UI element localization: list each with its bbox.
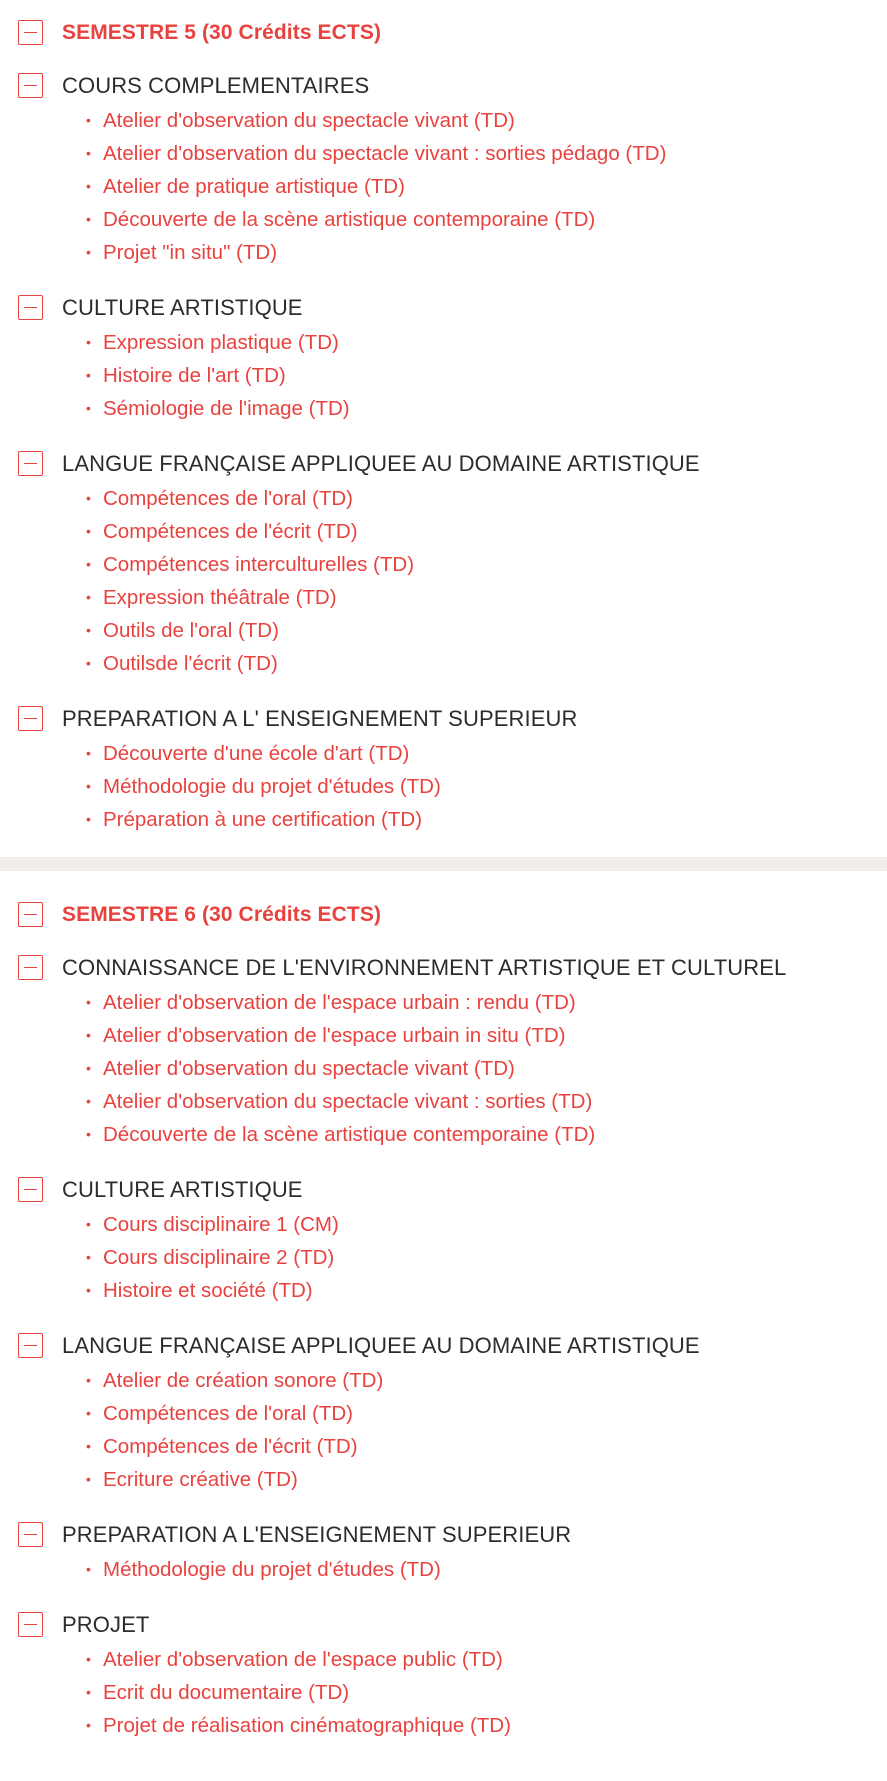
collapse-minus-icon[interactable] <box>18 1333 43 1358</box>
course-link[interactable]: Méthodologie du projet d'études (TD) <box>103 775 441 798</box>
course-item[interactable] <box>86 770 887 803</box>
collapse-minus-icon[interactable] <box>18 955 43 980</box>
bullet-icon: • <box>86 334 91 350</box>
collapse-minus-icon[interactable] <box>18 706 43 731</box>
semester-section <box>0 871 887 1742</box>
group-header-langue-francaise-appliquee-au-domaine-artistique[interactable] <box>18 447 887 480</box>
collapse-minus-icon[interactable] <box>18 1522 43 1547</box>
course-item[interactable] <box>86 581 887 614</box>
course-group <box>18 1518 887 1586</box>
course-item[interactable] <box>86 1430 887 1463</box>
course-item[interactable] <box>86 647 887 680</box>
course-item[interactable] <box>86 737 887 770</box>
bullet-icon: • <box>86 556 91 572</box>
bullet-icon: • <box>86 1684 91 1700</box>
course-item[interactable] <box>86 803 887 836</box>
course-link[interactable]: Atelier de création sonore (TD) <box>103 1369 384 1392</box>
group-title: LANGUE FRANÇAISE APPLIQUEE AU DOMAINE ARTISTIQUE <box>62 1332 700 1358</box>
group-header-preparation-a-l-enseignement-superieur[interactable] <box>18 1518 887 1551</box>
bullet-icon: • <box>86 367 91 383</box>
course-group <box>18 291 887 425</box>
semester-title: SEMESTRE 6 (30 Crédits ECTS) <box>62 902 382 926</box>
bullet-icon: • <box>86 1249 91 1265</box>
course-item[interactable] <box>86 392 887 425</box>
bullet-icon: • <box>86 1093 91 1109</box>
bullet-icon: • <box>86 1282 91 1298</box>
bullet-icon: • <box>86 1027 91 1043</box>
course-item[interactable] <box>86 515 887 548</box>
group-header-connaissance-de-l-environnement-artistique-et-culturel[interactable] <box>18 951 887 984</box>
course-link[interactable]: Histoire et société (TD) <box>103 1279 313 1302</box>
course-link[interactable]: Préparation à une certification (TD) <box>103 808 423 831</box>
bullet-icon: • <box>86 1372 91 1388</box>
course-item[interactable] <box>86 1709 887 1742</box>
course-list <box>18 102 887 269</box>
bullet-icon: • <box>86 1216 91 1232</box>
course-group <box>18 447 887 680</box>
bullet-icon: • <box>86 1471 91 1487</box>
bullet-icon: • <box>86 778 91 794</box>
course-link[interactable]: Découverte d'une école d'art (TD) <box>103 742 410 765</box>
bullet-icon: • <box>86 589 91 605</box>
course-item[interactable] <box>86 236 887 269</box>
collapse-minus-icon[interactable] <box>18 73 43 98</box>
bullet-icon: • <box>86 1561 91 1577</box>
group-title: CULTURE ARTISTIQUE <box>62 1176 303 1202</box>
group-title: CULTURE ARTISTIQUE <box>62 294 303 320</box>
bullet-icon: • <box>86 211 91 227</box>
course-item[interactable] <box>86 1274 887 1307</box>
course-group <box>18 1329 887 1496</box>
course-item[interactable] <box>86 1397 887 1430</box>
course-link[interactable]: Atelier d'observation du spectacle vivant : sorties (TD) <box>103 1090 593 1113</box>
course-item[interactable] <box>86 1019 887 1052</box>
course-list <box>18 480 887 680</box>
collapse-minus-icon[interactable] <box>18 1612 43 1637</box>
course-link[interactable]: Projet "in situ" (TD) <box>103 241 278 264</box>
course-link[interactable]: Projet de réalisation cinématographique (TD) <box>103 1714 511 1737</box>
bullet-icon: • <box>86 1651 91 1667</box>
course-link[interactable]: Atelier d'observation du spectacle vivant (TD) <box>103 1057 515 1080</box>
course-link[interactable]: Ecrit du documentaire (TD) <box>103 1681 350 1704</box>
course-group <box>18 1173 887 1307</box>
group-title: PREPARATION A L'ENSEIGNEMENT SUPERIEUR <box>62 1521 572 1547</box>
course-item[interactable] <box>86 326 887 359</box>
bullet-icon: • <box>86 655 91 671</box>
course-link[interactable]: Cours disciplinaire 1 (CM) <box>103 1213 339 1236</box>
course-item[interactable] <box>86 986 887 1019</box>
group-header-cours-complementaires[interactable] <box>18 69 887 102</box>
course-link[interactable]: Atelier d'observation du spectacle vivant : sorties pédago (TD) <box>103 142 667 165</box>
course-link[interactable]: Découverte de la scène artistique contemporaine (TD) <box>103 1123 596 1146</box>
semester-section <box>0 0 887 857</box>
course-link[interactable]: Ecriture créative (TD) <box>103 1468 298 1491</box>
bullet-icon: • <box>86 1717 91 1733</box>
course-item[interactable] <box>86 548 887 581</box>
course-link[interactable]: Compétences de l'oral (TD) <box>103 487 354 510</box>
course-list <box>18 1206 887 1307</box>
semester-divider <box>0 857 887 871</box>
course-link[interactable]: Atelier d'observation du spectacle vivant (TD) <box>103 109 515 132</box>
course-list <box>18 984 887 1151</box>
course-item[interactable] <box>86 1676 887 1709</box>
course-item[interactable] <box>86 170 887 203</box>
group-header-langue-francaise-appliquee-au-domaine-artistique[interactable] <box>18 1329 887 1362</box>
bullet-icon: • <box>86 1438 91 1454</box>
bullet-icon: • <box>86 112 91 128</box>
bullet-icon: • <box>86 145 91 161</box>
group-header-projet[interactable] <box>18 1608 887 1641</box>
course-link[interactable]: Expression plastique (TD) <box>103 331 339 354</box>
bullet-icon: • <box>86 1405 91 1421</box>
course-link[interactable]: Sémiologie de l'image (TD) <box>103 397 350 420</box>
semester-header[interactable] <box>18 16 887 49</box>
course-group <box>18 69 887 269</box>
course-item[interactable] <box>86 1052 887 1085</box>
bullet-icon: • <box>86 523 91 539</box>
bullet-icon: • <box>86 745 91 761</box>
bullet-icon: • <box>86 400 91 416</box>
bullet-icon: • <box>86 994 91 1010</box>
course-link[interactable]: Outilsde l'écrit (TD) <box>103 652 278 675</box>
course-link[interactable]: Expression théâtrale (TD) <box>103 586 337 609</box>
bullet-icon: • <box>86 490 91 506</box>
course-item[interactable] <box>86 137 887 170</box>
course-item[interactable] <box>86 1241 887 1274</box>
course-link[interactable]: Atelier de pratique artistique (TD) <box>103 175 405 198</box>
course-item[interactable] <box>86 359 887 392</box>
bullet-icon: • <box>86 1060 91 1076</box>
course-item[interactable] <box>86 1643 887 1676</box>
course-link[interactable]: Méthodologie du projet d'études (TD) <box>103 1558 441 1581</box>
course-item[interactable] <box>86 104 887 137</box>
course-link[interactable]: Outils de l'oral (TD) <box>103 619 279 642</box>
course-link[interactable]: Compétences de l'écrit (TD) <box>103 1435 358 1458</box>
course-group <box>18 702 887 836</box>
bullet-icon: • <box>86 811 91 827</box>
course-list <box>18 735 887 836</box>
course-list <box>18 1362 887 1496</box>
semester-title: SEMESTRE 5 (30 Crédits ECTS) <box>62 20 382 44</box>
course-list <box>18 324 887 425</box>
semester-header[interactable] <box>18 898 887 931</box>
group-title: CONNAISSANCE DE L'ENVIRONNEMENT ARTISTIQUE ET CULTUREL <box>62 954 787 980</box>
course-item[interactable] <box>86 614 887 647</box>
bullet-icon: • <box>86 244 91 260</box>
bullet-icon: • <box>86 622 91 638</box>
collapse-minus-icon[interactable] <box>18 1177 43 1202</box>
course-link[interactable]: Découverte de la scène artistique contemporaine (TD) <box>103 208 596 231</box>
collapse-minus-icon[interactable] <box>18 902 43 927</box>
course-item[interactable] <box>86 1208 887 1241</box>
group-header-culture-artistique[interactable] <box>18 1173 887 1206</box>
course-link[interactable]: Atelier d'observation de l'espace urbain in situ (TD) <box>103 1024 566 1047</box>
group-header-culture-artistique[interactable] <box>18 291 887 324</box>
course-link[interactable]: Cours disciplinaire 2 (TD) <box>103 1246 335 1269</box>
bullet-icon: • <box>86 1126 91 1142</box>
collapse-minus-icon[interactable] <box>18 451 43 476</box>
collapse-minus-icon[interactable] <box>18 295 43 320</box>
course-item[interactable] <box>86 1553 887 1586</box>
group-title: LANGUE FRANÇAISE APPLIQUEE AU DOMAINE ARTISTIQUE <box>62 450 700 476</box>
course-item[interactable] <box>86 203 887 236</box>
course-group <box>18 951 887 1151</box>
course-item[interactable] <box>86 482 887 515</box>
bullet-icon: • <box>86 178 91 194</box>
course-list <box>18 1641 887 1742</box>
collapse-minus-icon[interactable] <box>18 20 43 45</box>
course-link[interactable]: Compétences de l'oral (TD) <box>103 1402 354 1425</box>
course-link[interactable]: Compétences interculturelles (TD) <box>103 553 415 576</box>
course-link[interactable]: Atelier d'observation de l'espace public (TD) <box>103 1648 503 1671</box>
group-title: COURS COMPLEMENTAIRES <box>62 72 370 98</box>
group-header-preparation-a-l-enseignement-superieur[interactable] <box>18 702 887 735</box>
course-link[interactable]: Histoire de l'art (TD) <box>103 364 286 387</box>
course-link[interactable]: Compétences de l'écrit (TD) <box>103 520 358 543</box>
course-item[interactable] <box>86 1085 887 1118</box>
course-item[interactable] <box>86 1118 887 1151</box>
course-link[interactable]: Atelier d'observation de l'espace urbain : rendu (TD) <box>103 991 576 1014</box>
group-title: PROJET <box>62 1611 150 1637</box>
course-item[interactable] <box>86 1463 887 1496</box>
course-list <box>18 1551 887 1586</box>
group-title: PREPARATION A L' ENSEIGNEMENT SUPERIEUR <box>62 705 578 731</box>
course-group <box>18 1608 887 1742</box>
course-item[interactable] <box>86 1364 887 1397</box>
